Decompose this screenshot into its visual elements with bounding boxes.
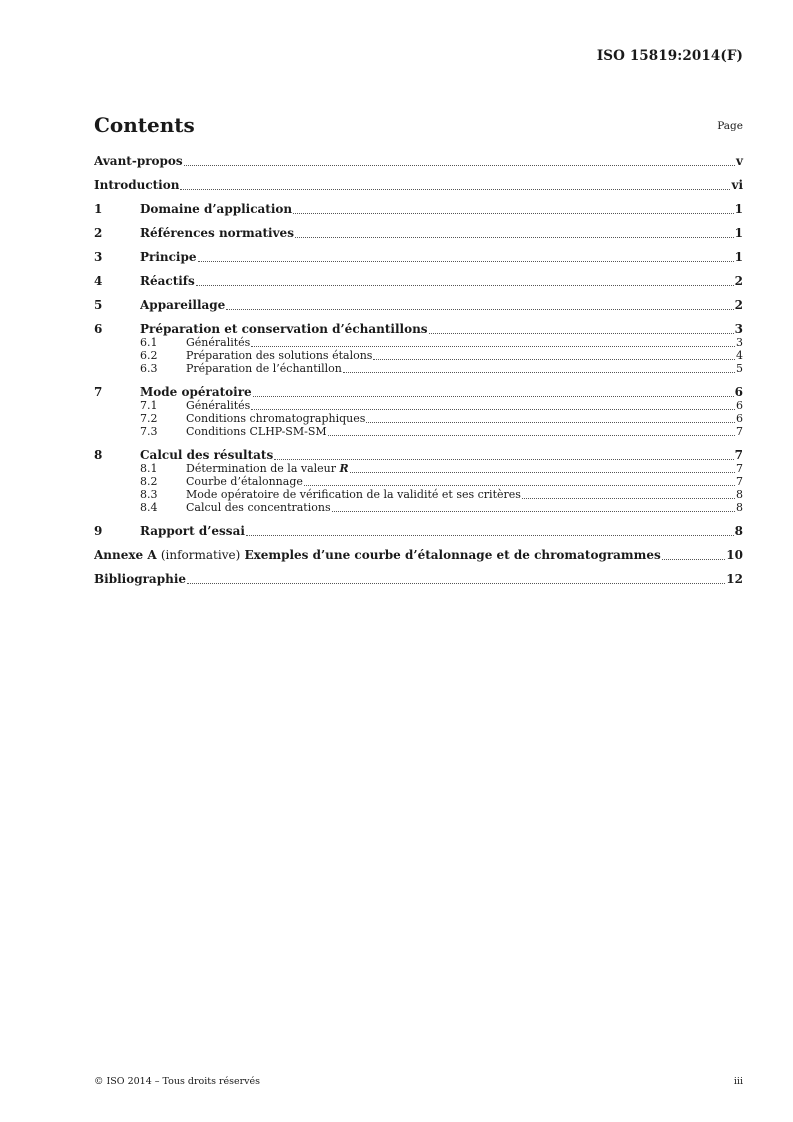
toc-entry-page: 6 [736,399,743,412]
toc-entry-title: Généralités [186,399,251,412]
toc-entry-number: 5 [94,298,103,312]
toc-entry-page: 7 [736,425,743,438]
toc-entry-page: 2 [734,274,743,288]
toc-entry-number: 7.1 [140,399,158,412]
toc-entry-page: 8 [736,488,743,501]
annex-note: (informative) [160,549,241,562]
toc-entry-section-9[interactable] [94,525,743,538]
dot-leader [196,284,734,286]
toc-entry-number: 6.2 [140,349,158,362]
toc-entry-title: Préparation de l’échantillon [186,362,342,375]
toc-entry-page: 10 [726,548,743,562]
toc-entry-section-5[interactable] [94,299,743,312]
toc-entry-number: 2 [94,226,103,240]
dot-leader [253,395,734,397]
toc-entry-title: Avant-propos [94,155,183,168]
toc-entry-section-3[interactable] [94,251,743,264]
toc-entry-avant-propos[interactable] [94,155,743,168]
toc-entry-section-6-2[interactable] [94,349,743,362]
annex-prefix: Annexe A [94,549,157,562]
toc-entry-number: 7.3 [140,425,158,438]
toc-entry-annex-a[interactable] [94,549,743,562]
dot-leader [295,236,734,238]
dot-leader [522,497,735,499]
dot-leader [226,308,733,310]
dot-leader [246,534,734,536]
toc-entry-title: Calcul des concentrations [186,501,331,514]
toc-entry-section-7-1[interactable] [94,399,743,412]
dot-leader [429,332,734,334]
toc-entry-page: 7 [736,475,743,488]
toc-entry-title: Réactifs [140,275,195,288]
toc-entry-section-4[interactable] [94,275,743,288]
toc-entry-number: 8.4 [140,501,158,514]
toc-entry-title: Mode opératoire [140,386,252,399]
toc-entry-number: 8 [94,448,103,462]
toc-entry-title: Introduction [94,179,180,192]
toc-entry-section-8-2[interactable] [94,475,743,488]
toc-entry-number: 7.2 [140,412,158,425]
toc-entry-page: 1 [734,202,743,216]
toc-entry-section-6[interactable] [94,323,743,336]
toc-entry-title: Rapport d’essai [140,525,245,538]
variable-r: R [339,462,349,475]
toc-entry-title: Préparation et conservation d’échantillons [140,323,428,336]
dot-leader [343,371,735,373]
toc-entry-number: 8.2 [140,475,158,488]
toc-entry-page: 3 [736,336,743,349]
toc-entry-section-6-3[interactable] [94,362,743,375]
toc-entry-section-7[interactable] [94,386,743,399]
toc-entry-title: Généralités [186,336,251,349]
toc-entry-page: 4 [736,349,743,362]
dot-leader [274,458,733,460]
toc-entry-number: 3 [94,250,103,264]
footer-page-number: iii [733,1076,743,1087]
dot-leader [184,164,735,166]
toc-entry-introduction[interactable] [94,179,743,192]
dot-leader [304,484,735,486]
toc-entry-page: 6 [734,385,743,399]
dot-leader [180,188,730,190]
document-header-id: ISO 15819:2014(F) [596,48,743,64]
toc-entry-page: 3 [734,322,743,336]
dot-leader [662,558,726,560]
toc-entry-number: 6 [94,322,103,336]
toc-entry-section-6-1[interactable] [94,336,743,349]
toc-entry-title: Mode opératoire de vérification de la validité et ses critères [186,488,521,501]
toc-entry-number: 4 [94,274,103,288]
toc-entry-page: 7 [736,462,743,475]
toc-entry-number: 6.3 [140,362,158,375]
dot-leader [350,471,735,473]
toc-entry-number: 1 [94,202,103,216]
dot-leader [328,434,735,436]
toc-entry-page: 6 [736,412,743,425]
dot-leader [251,408,735,410]
toc-entry-title: Références normatives [140,227,294,240]
toc-entry-page: 8 [736,501,743,514]
toc-entry-page: 12 [726,572,743,586]
toc-entry-section-2[interactable] [94,227,743,240]
toc-entry-title: Domaine d’application [140,203,293,216]
contents-title: Contents [94,113,195,137]
dot-leader [251,345,735,347]
toc-entry-section-8-1[interactable] [94,462,743,475]
toc-entry-title: Conditions CLHP-SM-SM [186,425,327,438]
dot-leader [366,421,735,423]
toc-entry-title: Bibliographie [94,573,187,586]
toc-entry-page: 1 [734,250,743,264]
dot-leader [332,510,735,512]
toc-entry-section-7-3[interactable] [94,425,743,438]
toc-entry-page: 2 [734,298,743,312]
toc-entry-number: 8.1 [140,462,158,475]
toc-entry-title [186,462,349,475]
toc-entry-page: 7 [734,448,743,462]
toc-entry-page: v [736,154,743,168]
toc-entry-number: 7 [94,385,103,399]
toc-entry-section-8[interactable] [94,449,743,462]
toc-entry-number: 6.1 [140,336,158,349]
table-of-contents [94,155,743,586]
toc-entry-number: 9 [94,524,103,538]
dot-leader [293,212,734,214]
toc-entry-section-8-4[interactable] [94,501,743,514]
toc-entry-section-7-2[interactable] [94,412,743,425]
toc-entry-page: 5 [736,362,743,375]
annex-title: Exemples d’une courbe d’étalonnage et de chromatogrammes [244,549,661,562]
toc-entry-title: Préparation des solutions étalons [186,349,373,362]
toc-entry-page: 1 [734,226,743,240]
dot-leader [198,260,734,262]
toc-entry-page: vi [731,178,743,192]
toc-entry-title-text: Détermination de la valeur [186,462,337,475]
toc-entry-title: Principe [140,251,197,264]
toc-entry-title [94,549,661,562]
toc-entry-bibliography[interactable] [94,573,743,586]
toc-entry-title: Courbe d’étalonnage [186,475,303,488]
toc-entry-number: 8.3 [140,488,158,501]
toc-entry-section-8-3[interactable] [94,488,743,501]
toc-entry-title: Conditions chromatographiques [186,412,366,425]
toc-entry-title: Calcul des résultats [140,449,274,462]
toc-entry-page: 8 [734,524,743,538]
dot-leader [187,582,725,584]
toc-entry-title: Appareillage [140,299,226,312]
dot-leader [373,358,735,360]
toc-entry-section-1[interactable] [94,203,743,216]
footer-copyright: © ISO 2014 – Tous droits réservés [94,1076,261,1087]
page-column-label: Page [717,120,743,132]
